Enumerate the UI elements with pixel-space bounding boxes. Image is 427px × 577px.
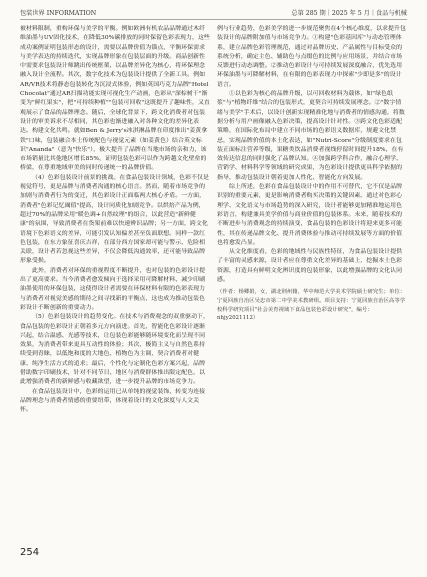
author-note: （作者：杨卿娟，女，湖北荆州籍，华中师范大学美术学院硕士研究生；单位：宁夏回族自治区吴忠市第二中学美术教研组。项目支持：宁夏回族自治区高等学校科学研究项目"社会美育视域下食品包装色彩设计研究"，编号：nhjy2021112） [217, 289, 406, 322]
left-column [20, 25, 210, 415]
right-column-paragraph: 综上所述，色彩在食品包装设计中的作用不可替代，它不仅是品牌识别的重要元素，更是影响消费者购买决策的关键因素。通过对色彩心理学、文化语义与市场趋势的深入研究，设计者能够更加精准地运用色彩语言，构建兼具美学价值与商业价值的包装体系。未来，随着技术的不断进步与消费观念的持续演变，食品包装的色彩设计将迎来更多可能性，其在传递品牌文化、提升消费体验与推动可持续发展等方面的价值也将愈发凸显。 [217, 184, 403, 246]
journal-section-label: 包装世界 INFORMATION [20, 10, 97, 17]
left-column-paragraph: （4）色彩包装设计前景的挑战。在食品包装设计领域，色彩不仅是视觉符号，更是品牌与消费者沟通的核心语言。然而，随着市场竞争的加剧与消费者行为的变迁，其色彩设计正面临两大核心矛盾。一方面，消费者"色彩记忆阈值"提高，设计同质化加剧竞争。以烘焙产品为例，超过70%的品牌采用"暖色调+自然纹理"的组合，以此营造"新鲜健康"的氛围，导致消费者在货架前难以快速辨识品牌；另一方面，跨文化语境下色彩语义的差异，可能引发认知偏差甚至负面联想。同样一款红色包装，在东方象征喜庆吉祥，在部分西方国家却可能与警示、危险相关联，设计者若忽视这些差异，不仅会降低沟通效率，还可能导致品牌形象受损。 [20, 174, 209, 265]
issue-info: 总第 285 期｜2025 年 5 月｜食品与机械 [291, 10, 407, 17]
right-column-paragraph: 例与行业趋势，色彩美学的进一步规范聚焦在4个核心维度，以求提升包装设计的品牌附加值与市场竞争力。①构建"色彩基因库"与动态管理体系，建立品牌色彩管理规范，通过对品牌历史、产品属性与目标受众的系统分析，确定主色、辅助色与点缀色的比例与应用场景，并结合市场反馈进行动态调整。②推动色彩设计与可持续发展深度融合，优先选用环保油墨与可降解材料，在有限的色彩表现力中探索"少即是多"的设计语言。 [217, 26, 406, 88]
header-rule [20, 19, 407, 20]
page-number: 254 [20, 547, 40, 558]
left-column-paragraph: 被材料限制，重构环保与美学的平衡。例如欧洲有机农品品牌通过木纤维油墨与UV固化技术，在降低30%碳排放的同时保留色彩表现力，这些成功案例证明包装形态的设计，需要以品牌价值为锚点，平衡环保需求与美学表达的持续迭代，实现品牌形象在包装层面的升级。商品创新性中需要求包装设计师跳出传统框架，以品牌差异化为核心，将环保理念融入设计全流程。其次，数字化技术为包装设计提供了全新工具。例如AR/VR技术将静态包装转化为沉浸式体验，例如英国巧克力品牌"Hotel Chocolat"通过AR扫描功能实现可视化生产动画，色彩从"深棕树干"渐变为"鲜红果实"，把"可持续种植""包装可回收"这既提升了趣味性，又直观展示了食品的品牌理念。随后，全球化背景下，跨文化消费者对包装设计的审美诉求不尽相同，其色彩也渐进融入对各种文化的差异化表达。构建文化共鸣。就如Ben & Jerry's冰淇淋品牌在印度推出"姜黄拿铁"口味，包装融合本土传统配色与视觉元素（如姜黄色）结合英文标识"Ananda"（意为"快乐"），极大提升了品牌在当地市场的亲和力，该市场销量比其他地区增长85%，证明包装色彩可以作为跨越文化壁垒的桥梁，在尊重地域审美的同时传递统一的品牌价值。 [20, 26, 210, 172]
right-column-paragraph: ①以色彩为核心的品牌升级，以可回收材料为载体，如"绿色纸浆"与"植物纤维"结合的包装形式，更契合可持续发展理念。②"数字情绪与美学"手术后，以设计创新实现精准化地与消费者的情感沟通，将数据分析与用户画像融入色彩决策，提高设计针对性。③跨文化色彩适配策略，在国际化布局中建立不同市场的色彩语义数据库，规避文化禁忌，实现品牌价值的本土化表达，如"Nutri-Score"分级制度要求在包装正面标注营养等级，果糖类饮品消费者视线停留时间提升18%，在有效传达信息的同时强化了品牌认知。④加强跨学科合作，融合心理学、营销学、材料科学等领域的研究成果，为色彩设计提供更具科学依据的指导，推动包装设计朝着更加人性化、智能化方向发展。 [217, 91, 405, 181]
left-column-paragraph: 此外，消费者对环保的重视程度不断提升，也对包装的色彩设计提出了更高要求。当今消费者愈发倾向于选择采用可降解材料、减少印刷油墨使用的环保包装，这使得设计者需要在环保材料有限的色彩表现力与消费者对视觉美感的期待之间寻找新的平衡点，这也成为推动包装色彩设计不断创新的重要动力。 [20, 267, 206, 311]
right-column [217, 25, 407, 323]
right-column-paragraph: 从文化维度看，色彩的地域性与民族性特征，为食品包装设计提供了丰富的灵感来源，设计者应在尊重文化差异的基础上，挖掘本土色彩资源，打造具有鲜明文化辨识度的包装形象，以此增强品牌的文化认同感。 [217, 249, 403, 284]
left-column-paragraph: 在食品包装设计中，色彩的运用已从单纯的视觉装饰，转变为连接品牌理念与消费者情感的重要纽带，体现着设计的文化深度与人文关怀。 [20, 388, 206, 414]
left-column-paragraph: （5）色彩包装设计的趋势变化。在技术与消费观念的双重驱动下，食品包装的色彩设计正朝着多元方向演进。首先，智能化色彩设计逐渐兴起，结合温感、光感等技术，让包装色彩能够随环境变化而呈现不同效果，为消费者带来更具互动性的体验；其次，极简主义与自然色系持续受到青睐，以低饱和度的大地色、植物色为主调，契合消费者对健康、纯净生活方式的追求；最后，个性化与定制化色彩方案兴起，品牌借助数字印刷技术，针对不同节日、地区与消费群体推出限定配色，以此增强消费者的新鲜感与收藏欲望，进一步提升品牌的市场竞争力。 [20, 314, 209, 386]
